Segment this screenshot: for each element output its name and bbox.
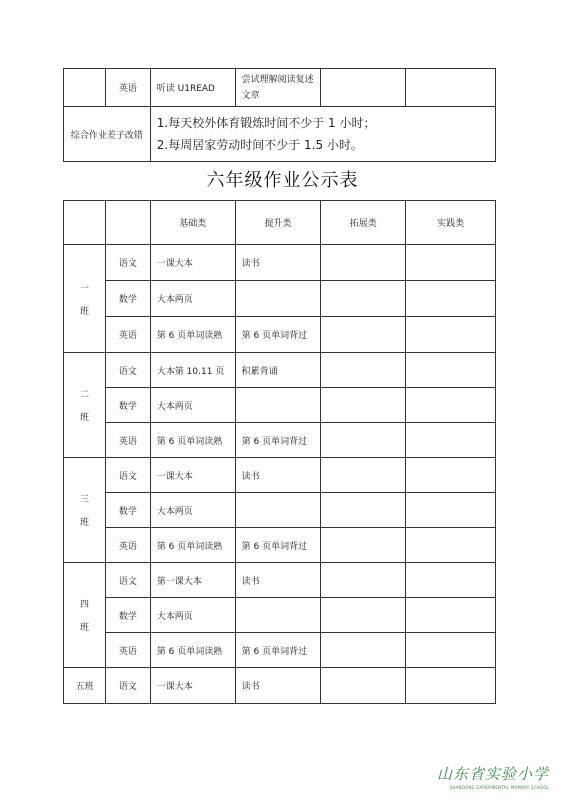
extend-cell <box>321 633 406 668</box>
class-name-bottom: 班 <box>79 306 89 317</box>
practice-cell <box>406 281 496 317</box>
extend-cell <box>321 317 406 353</box>
class-name-bottom: 班 <box>79 518 89 528</box>
extend-cell <box>321 423 406 458</box>
subject-cell: 数学 <box>105 281 150 317</box>
top-extend-cell <box>321 69 406 107</box>
improve-cell: 读书 <box>235 245 321 281</box>
homework-table <box>63 200 496 704</box>
table-row <box>64 388 496 423</box>
basic-cell: 大本两页 <box>150 598 235 633</box>
subject-cell: 数学 <box>105 493 150 528</box>
class-name-top: 五班 <box>75 682 94 692</box>
table-row <box>64 423 496 458</box>
practice-cell <box>406 598 496 633</box>
extend-cell <box>321 281 406 317</box>
extend-cell <box>321 353 406 388</box>
class-cell <box>64 563 106 668</box>
table-row <box>64 563 496 598</box>
comprehensive-line-1: 1.每天校外体育锻炼时间不少于 1 小时； <box>156 116 376 130</box>
class-cell <box>64 353 106 458</box>
table-row <box>64 281 496 317</box>
extend-cell <box>321 245 406 281</box>
top-blank-cell <box>64 69 106 107</box>
basic-cell: 一课大本 <box>150 458 235 493</box>
basic-cell: 第 6 页单词读熟 <box>150 317 235 353</box>
top-subject-cell: 英语 <box>105 69 150 107</box>
improve-cell: 第 6 页单词背过 <box>235 528 321 563</box>
practice-cell <box>406 528 496 563</box>
top-basic-cell: 听读 U1READ <box>150 69 235 107</box>
subject-cell: 英语 <box>105 317 150 353</box>
comprehensive-line-2: 2.每周居家劳动时间不少于 1.5 小时。 <box>156 138 363 152</box>
top-row-comprehensive <box>64 107 496 162</box>
subject-cell: 数学 <box>105 388 150 423</box>
basic-cell: 一课大本 <box>150 668 235 704</box>
class-cell <box>64 458 106 563</box>
basic-cell: 第 6 页单词读熟 <box>150 528 235 563</box>
subject-cell: 语文 <box>105 458 150 493</box>
practice-cell <box>406 633 496 668</box>
practice-cell <box>406 493 496 528</box>
table-row <box>64 633 496 668</box>
class-name-top: 四 <box>79 600 89 610</box>
subject-cell: 语文 <box>105 668 150 704</box>
table-row <box>64 598 496 633</box>
table-row <box>64 528 496 563</box>
table-row <box>64 317 496 353</box>
extend-cell <box>321 388 406 423</box>
class-name-top: 三 <box>79 495 89 505</box>
top-row-english <box>64 69 496 107</box>
table-row <box>64 668 496 704</box>
practice-cell <box>406 245 496 281</box>
practice-cell <box>406 353 496 388</box>
improve-cell <box>235 493 321 528</box>
subject-cell: 英语 <box>105 423 150 458</box>
extend-cell <box>321 528 406 563</box>
class-cell <box>64 245 106 353</box>
subject-cell: 数学 <box>105 598 150 633</box>
improve-cell: 第 6 页单词背过 <box>235 633 321 668</box>
extend-cell <box>321 598 406 633</box>
basic-cell: 大本两页 <box>150 493 235 528</box>
basic-cell: 一课大本 <box>150 245 235 281</box>
class-name-top: 二 <box>79 390 89 400</box>
practice-cell <box>406 388 496 423</box>
extend-cell <box>321 668 406 704</box>
comprehensive-label: 综合作业差子改错 <box>64 107 151 162</box>
practice-cell <box>406 423 496 458</box>
subject-cell: 语文 <box>105 563 150 598</box>
header-extend: 拓展类 <box>321 201 406 245</box>
header-improve: 提升类 <box>235 201 321 245</box>
table-row <box>64 245 496 281</box>
basic-cell: 第一课大本 <box>150 563 235 598</box>
improve-cell <box>235 281 321 317</box>
school-logo-name: 山东省实验小学 <box>436 765 549 783</box>
practice-cell <box>406 563 496 598</box>
basic-cell: 大本第 10.11 页 <box>150 353 235 388</box>
page-title: 六年级作业公示表 <box>206 170 359 191</box>
top-table <box>63 68 496 162</box>
improve-cell: 读书 <box>235 563 321 598</box>
practice-cell <box>406 317 496 353</box>
comprehensive-content <box>150 107 495 162</box>
improve-cell: 第 6 页单词背过 <box>235 423 321 458</box>
subject-cell: 语文 <box>105 353 150 388</box>
header-blank-1 <box>64 201 106 245</box>
improve-cell <box>235 598 321 633</box>
improve-cell: 读书 <box>235 668 321 704</box>
improve-cell: 读书 <box>235 458 321 493</box>
table-row <box>64 353 496 388</box>
basic-cell: 第 6 页单词读熟 <box>150 423 235 458</box>
header-practice: 实践类 <box>406 201 496 245</box>
subject-cell: 英语 <box>105 528 150 563</box>
class-name-top: 一 <box>79 283 89 294</box>
practice-cell <box>406 458 496 493</box>
subject-cell: 语文 <box>105 245 150 281</box>
table-row <box>64 493 496 528</box>
basic-cell: 第 6 页单词读熟 <box>150 633 235 668</box>
header-basic: 基础类 <box>150 201 235 245</box>
school-logo-english: SHANDONG EXPERIMENTAL PRIMARY SCHOOL <box>449 785 549 790</box>
class-name-bottom: 班 <box>79 413 89 423</box>
top-improve-cell: 尝试理解阅读复述文章 <box>235 69 321 107</box>
subject-cell: 英语 <box>105 633 150 668</box>
top-practice-cell <box>406 69 496 107</box>
practice-cell <box>406 668 496 704</box>
class-name-bottom: 班 <box>79 623 89 633</box>
basic-cell: 大本两页 <box>150 388 235 423</box>
extend-cell <box>321 493 406 528</box>
table-row <box>64 458 496 493</box>
extend-cell <box>321 563 406 598</box>
basic-cell: 大本两页 <box>150 281 235 317</box>
school-logo <box>437 763 549 790</box>
improve-cell <box>235 388 321 423</box>
extend-cell <box>321 458 406 493</box>
improve-cell: 积累背诵 <box>235 353 321 388</box>
header-blank-2 <box>105 201 150 245</box>
header-row <box>64 201 496 245</box>
class-cell <box>64 668 106 704</box>
improve-cell: 第 6 页单词背过 <box>235 317 321 353</box>
